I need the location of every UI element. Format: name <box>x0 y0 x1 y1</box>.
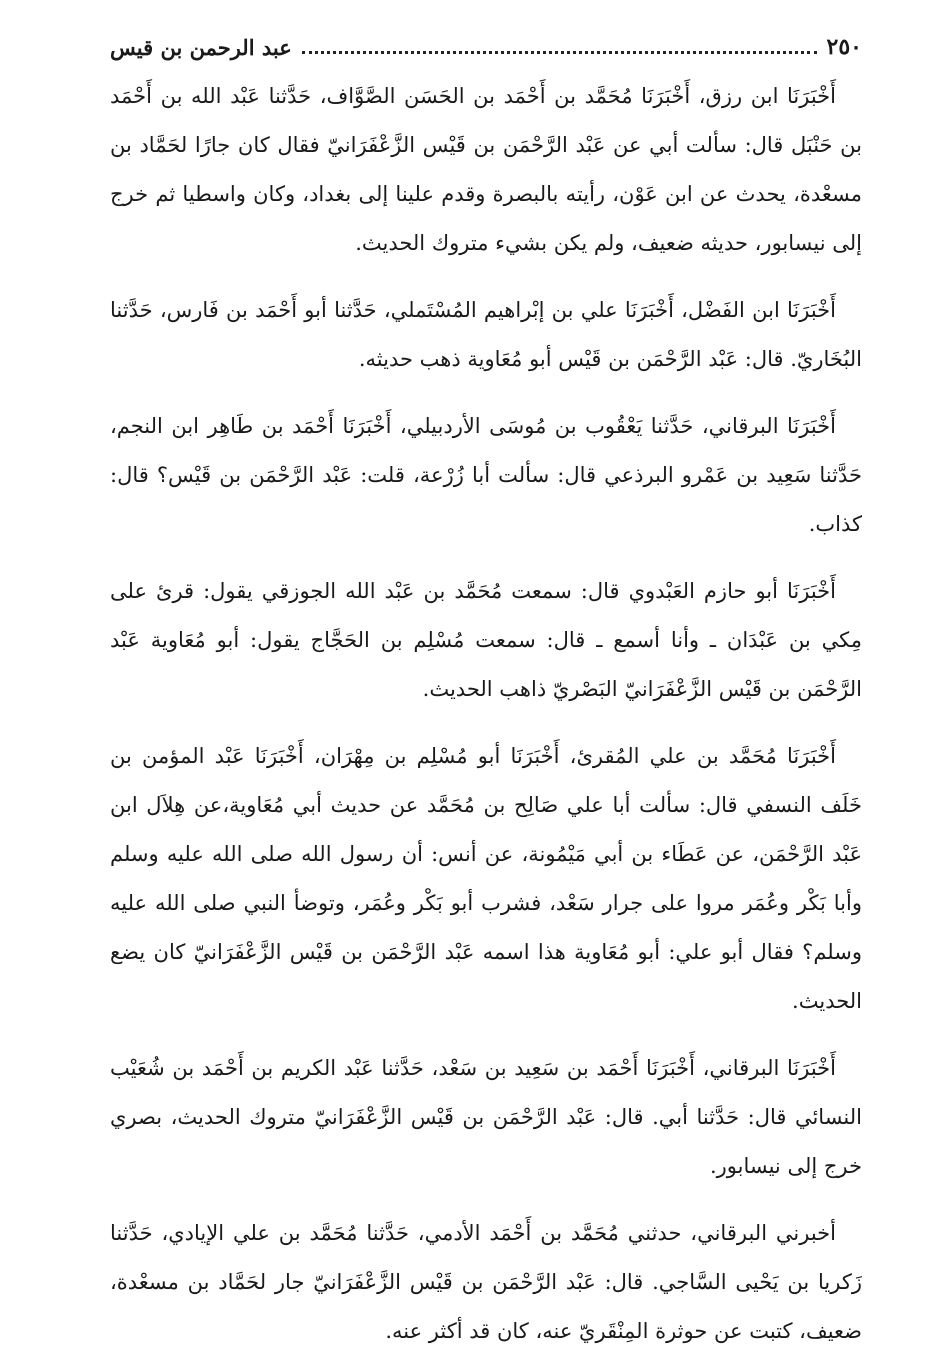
paragraph: أَخْبَرَنَا مُحَمَّد بن علي المُقرئ، أَخْبَرَنَا أبو مُسْلِم بن مِهْرَان، أَخْبَرَنَا عَبْد المؤمن بن خَلَف النسفي قال: سألت أبا علي صَالِح بن مُحَمَّد عن حديث أبي مُعَاوية،عن هِلاَل ابن عَبْد الرَّحْمَن، عن عَطَاء بن أبي مَيْمُونة، عن أنس: أن رسول الله صلى الله عليه وسلم وأبا بَكْر وعُمَر مروا على جرار سَعْد، فشرب أبو بَكْر وعُمَر، وتوضأ النبي صلى الله عليه وسلم؟ فقال أبو علي: أبو مُعَاوية هذا اسمه عَبْد الرَّحْمَن بن قَيْس الزَّعْفَرَانيّ كان يضع الحديث. <box>110 744 862 1013</box>
page-number: ٢٥٠ <box>826 34 862 60</box>
paragraph: أَخْبَرَنَا ابن الفَضْل، أَخْبَرَنَا علي بن إبْراهيم المُسْتَملي، حَدَّثنا أبو أَحْمَد بن فَارس، حَدَّثنا البُخَاريّ. قال: عَبْد الرَّحْمَن بن قَيْس أبو مُعَاوية ذهب حديثه. <box>110 298 862 371</box>
running-title: عبد الرحمن بن قيس <box>110 35 292 60</box>
paragraph: أَخْبَرَنَا أبو حازم العَبْدوي قال: سمعت مُحَمَّد بن عَبْد الله الجوزقي يقول: قرئ على مِكي بن عَبْدَان ـ وأنا أسمع ـ قال: سمعت مُسْلِم بن الحَجَّاج يقول: أبو مُعَاوية عَبْد الرَّحْمَن بن قَيْس الزَّعْفَرَانيّ البَصْريّ ذاهب الحديث. <box>110 579 862 701</box>
paragraph: أَخْبَرَنَا البرقاني، أَخْبَرَنَا أَحْمَد بن سَعِيد بن سَعْد، حَدَّثنا عَبْد الكريم بن أَحْمَد بن شُعَيْب النسائي قال: حَدَّثنا أبي. قال: عَبْد الرَّحْمَن بن قَيْس الزَّعْفَرَانيّ متروك الحديث، بصري خرج إلى نيسابور. <box>110 1056 862 1178</box>
paragraph: أَخْبَرَنَا البرقاني، حَدَّثنا يَعْقُوب بن مُوسَى الأردبيلي، أَخْبَرَنَا أَحْمَد بن طَاهِر ابن النجم، حَدَّثنا سَعِيد بن عَمْرو البرذعي قال: سألت أبا زُرْعة، قلت: عَبْد الرَّحْمَن بن قَيْس؟ قال: كذاب. <box>110 414 862 536</box>
page-header <box>110 30 862 60</box>
paragraph: أخبرني البرقاني، حدثني مُحَمَّد بن أَحْمَد الأدمي، حَدَّثنا مُحَمَّد بن علي الإيادي، حَدَّثنا زَكريا بن يَحْيى السَّاجي. قال: عَبْد الرَّحْمَن بن قَيْس الزَّعْفَرَانيّ جار لحَمَّاد بن مسعْدة، ضعيف، كتبت عن حوثرة المِنْقَريّ عنه، كان قد أكثر عنه. <box>110 1221 862 1343</box>
document-page <box>110 30 862 1343</box>
header-dotted-leader <box>302 51 817 54</box>
paragraph: أَخْبَرَنَا ابن رزق، أَخْبَرَنَا مُحَمَّد بن أَحْمَد بن الحَسَن الصَّوَّاف، حَدَّثنا عَبْد الله بن أَحْمَد بن حَنْبَل قال: سألت أبي عن عَبْد الرَّحْمَن بن قَيْس الزَّعْفَرَانيّ فقال كان جارًا لحَمَّاد بن مسعْدة، يحدث عن ابن عَوْن، رأيته بالبصرة وقدم علينا إلى بغداد، وكان واسطيا ثم خرج إلى نيسابور، حديثه ضعيف، ولم يكن بشيء متروك الحديث. <box>110 84 862 255</box>
